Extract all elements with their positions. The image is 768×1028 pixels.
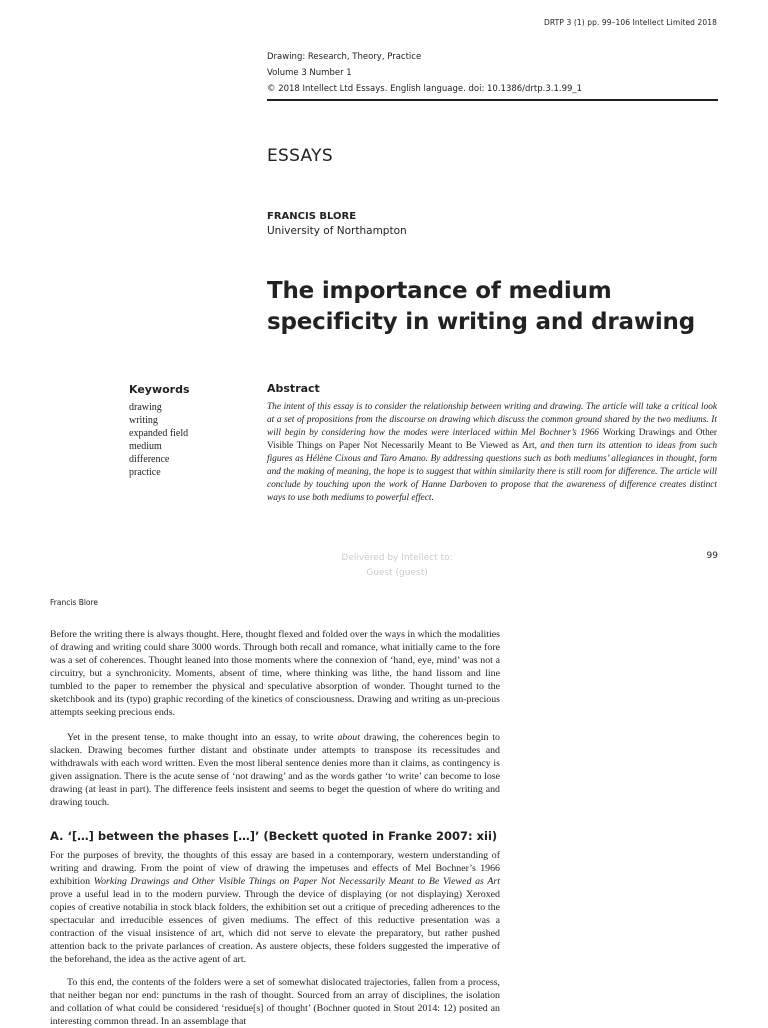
abstract-text: The intent of this essay is to consider the relationship between writing and drawing. The article will take a critical look at a set of propositions from the discourse on drawing which discuss the common ground shared by the two mediums. It will begin by considering how the modes were interlaced within Mel Bochner’s 1966 — [267, 402, 717, 438]
body-text: drawing, the coherences begin to slacken. Drawing becomes further distant and obstinate under attempts to transpose its recessitudes and withdrawals with each word written. Even the most liberal sentence denies more than it claims, as contingency is given assignation. There is the acute sense of ‘not drawing’ and as the words gather ‘to write’ can become to lose drawing (at least in part). The difference feels insistent and seems to beget the question of where do writing and drawing touch. — [50, 732, 500, 808]
keyword-item: expanded field — [129, 428, 189, 439]
author-affiliation: University of Northampton — [267, 225, 407, 237]
header-rule — [267, 99, 718, 101]
keywords-list — [129, 401, 188, 479]
body-emphasis: about — [337, 732, 360, 743]
body-text: prove a useful lead in to the modern purview. Through the device of displaying (or not displaying) Xeroxed copies of creative notabilia in stock black folders, the exhibition set out a critique of preceding adherences to the spectacular and irreducible essences of given mediums. The effect of this reductive presentation was a contraction of the visual insistence of art, which did not serve to elevate the preparatory, but rather pushed attention back to the private parlances of creation. As austere objects, these folders suggested the imperative of the beforehand, the idea as the active agent of art. — [50, 889, 500, 965]
keyword-item: writing — [129, 415, 158, 426]
author-name: FRANCIS BLORE — [267, 211, 357, 222]
body-text: For the purposes of brevity, the thoughts of this essay are based in a contemporary, western understanding of writing and drawing. From the point of view of drawing the impetuses and effects of Mel Bochner’s 1966 exhibition — [50, 850, 500, 887]
running-head: Francis Blore — [50, 598, 99, 607]
keyword-item: medium — [129, 441, 162, 452]
watermark-line: Delivered by Intellect to: — [341, 553, 453, 563]
journal-volume: Volume 3 Number 1 — [267, 68, 352, 78]
journal-copyright: © 2018 Intellect Ltd Essays. English language. doi: 10.1386/drtp.3.1.99_1 — [267, 84, 583, 94]
keyword-item: difference — [129, 454, 170, 465]
page-number: 99 — [706, 551, 718, 561]
body-paragraph — [50, 731, 500, 809]
body-paragraph: Before the writing there is always thought. Here, thought flexed and folded over the ways in which the modalities of drawing and writing could share 3000 words. Through both recall and romance, what initially came to the fore was a set of coherences. Thought leaned into those moments where the connexion of ‘hand, eye, mind’ was not a circuitry, but a synchronicity. Moments, absent of time, where thinking was lithe, the hand lissom and line tumbled to the paper to remember the physical and speculative absorption of wonder. Thought turned to the sketchbook and its (typo) graphic recording of the kinetics of consciousness. Drawing and writing as un-precious attempts seeking precious ends. — [50, 629, 500, 718]
delivery-watermark — [300, 551, 494, 581]
abstract-heading: Abstract — [267, 382, 320, 395]
abstract-text: and then turn its attention to ideas from such figures as Hélène Cixous and Taro Amano. By addressing questions such as both mediums’ allegiances in thought, form and the making of meaning, the hope is to suggest that within similarity there is still room for difference. The article will conclude by touching upon the work of Hanne Darboven to propose that the awareness of difference creates distinct ways to use both mediums to powerful effect. — [267, 441, 717, 503]
body-paragraph: To this end, the contents of the folders were a set of somewhat dislocated trajectories, fallen from a process, that neither began nor end: punctums in the rash of thought. Sourced from an array of disciplines, the isolation and collation of what could be considered ‘residue[s] of thought’ (Bochner quoted in Stout 2014: 12) posited an interesting common thread. In an assemblage that — [50, 977, 500, 1027]
keyword-item: practice — [129, 467, 161, 478]
keywords-heading: Keywords — [129, 383, 190, 396]
section-heading: A. ‘[…] between the phases […]’ (Beckett quoted in Franke 2007: xii) — [50, 829, 498, 843]
watermark-line: Guest (guest) — [366, 568, 428, 578]
abstract-work-title: Working Drawings and Other Visible Things on Paper Not Necessarily Meant to Be Viewed as Art, — [267, 428, 718, 451]
journal-name: Drawing: Research, Theory, Practice — [267, 52, 422, 62]
keyword-item: drawing — [129, 402, 162, 413]
body-emphasis: Working Drawings and Other Visible Things on Paper Not Necessarily Meant to Be Viewed as Art — [93, 876, 500, 887]
journal-page-reference: DRTP 3 (1) pp. 99–106 Intellect Limited 2018 — [544, 18, 717, 27]
article-title: The importance of medium specificity in writing and drawing — [267, 278, 695, 335]
body-text: Yet in the present tense, to make thought into an essay, to write — [67, 732, 338, 743]
abstract-body — [267, 401, 717, 505]
body-paragraph — [50, 849, 500, 966]
section-label: ESSAYS — [267, 146, 333, 166]
journal-info — [267, 49, 582, 97]
